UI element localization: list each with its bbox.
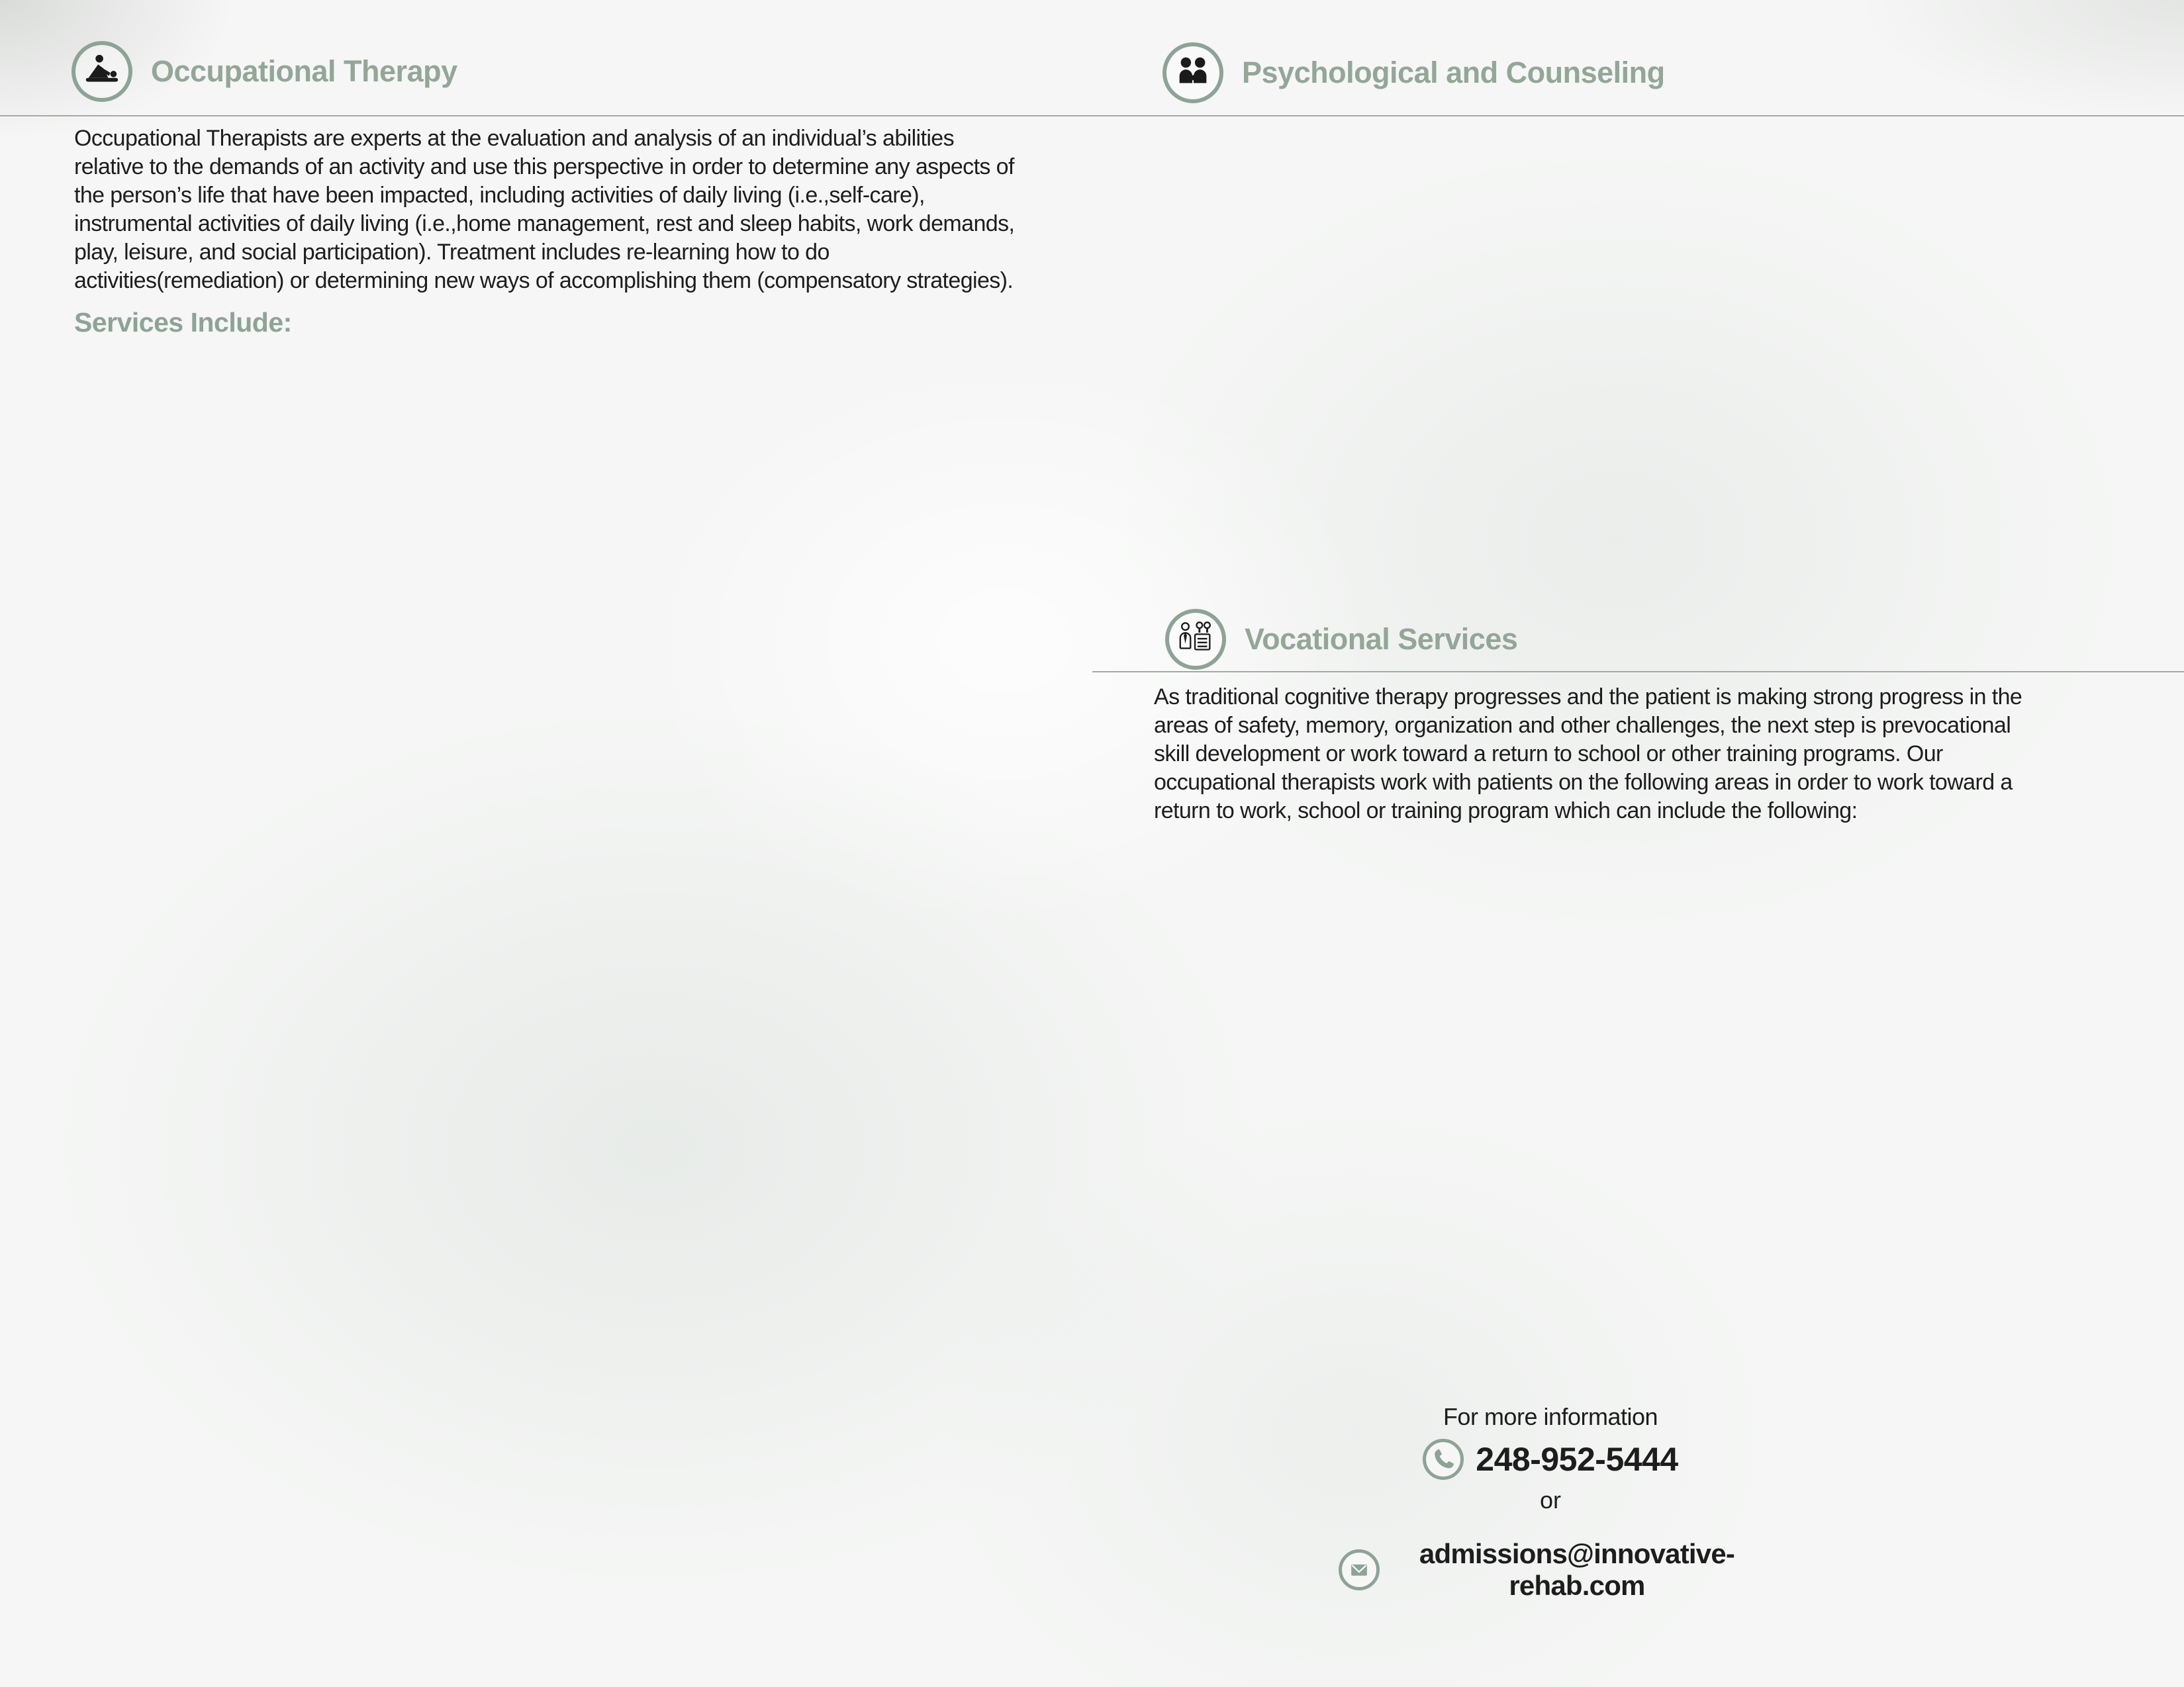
phone-number: 248-952-5444 [1476,1441,1678,1478]
section-title-psychological-counseling: Psychological and Counseling [1242,56,1665,89]
phone-row [1339,1439,1762,1480]
contact-separator: or [1539,1486,1561,1514]
services-include-heading: Services Include: [74,307,292,338]
contact-heading: For more information [1443,1403,1658,1430]
occupational-therapy-intro: Occupational Therapists are experts at the evaluation and analysis of an individual’s abilities relative to the demands of an activity and use this perspective in order to determine any aspects of the person’s life that have been impacted, including activities of daily living (i.e.,self-care), instrumental activities of daily living (i.e.,home management, rest and sleep habits, work demands, play, leisure, and social participation). Treatment includes re-learning how to do activities(remediation) or determining new ways of accomplishing them (compensatory strategies). [74,126,1015,293]
contact-block [1339,1403,1762,1602]
massage-therapy-glyph [81,51,122,92]
counseling-handshake-glyph [1172,52,1213,93]
email-glyph [1346,1557,1372,1583]
phone-glyph [1430,1446,1456,1473]
occupational-therapy-header [71,41,457,102]
psychological-counseling-header [1163,42,1665,103]
email-icon [1339,1549,1380,1590]
counseling-handshake-icon [1163,42,1223,103]
vocational-services-intro: As traditional cognitive therapy progresses and the patient is making strong progress in the areas of safety, memory, organization and other challenges, the next step is prevocational skill development or work toward a return to school or other training programs. Our occupational therapists work with patients on the following areas in order to work toward a return to work, school or training program which can include the following: [1154,684,2022,823]
vocational-divider-line [1092,671,2184,672]
vocational-tools-glyph [1175,619,1216,660]
vocational-services-header [1165,609,1517,670]
phone-icon [1423,1439,1464,1480]
header-divider-line [0,115,2184,116]
email-address: admissions@innovative-rehab.com [1419,1538,1735,1601]
email-row [1339,1538,1762,1602]
section-title-vocational-services: Vocational Services [1245,622,1518,656]
section-title-occupational-therapy: Occupational Therapy [151,54,457,88]
massage-therapy-icon [71,41,132,102]
occupational-therapy-section [74,124,1027,353]
vocational-tools-icon [1165,609,1226,670]
